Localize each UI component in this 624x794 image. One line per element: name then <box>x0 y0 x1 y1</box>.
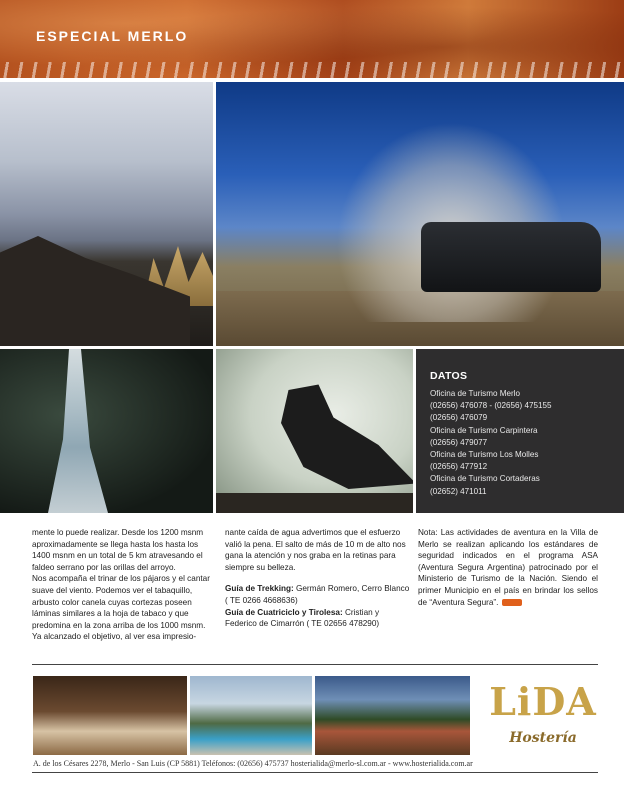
divider-bottom <box>32 772 598 773</box>
article-column-1 <box>32 527 215 643</box>
ad-photo-room <box>33 676 187 755</box>
guide-quad-label: Guía de Cuatriciclo y Tirolesa: <box>225 607 343 617</box>
paragraph: Nos acompaña el trinar de los pájaros y el cantar suave del viento. Podemos ver el tabaquillo, arbusto color canela cuyas cortezas poseen láminas similares a la hoja de tabaco y que predomina en la zona arriba de los 1000 msnm. <box>32 574 210 630</box>
datos-line: (02656) 476079 <box>430 413 488 423</box>
datos-title: DATOS <box>430 370 468 382</box>
photo-cliff <box>0 82 213 346</box>
end-mark-icon <box>502 599 522 606</box>
datos-line: Oficina de Turismo Cortaderas <box>430 474 540 484</box>
photo-offroad-truck <box>216 82 624 346</box>
logo-subtitle: Hostería <box>509 730 577 746</box>
guide-trekking-value: Germán Romero, Cerro Blanco ( TE 0266 4668636) <box>225 584 410 605</box>
article-column-2 <box>225 527 410 630</box>
ad-address: A. de los Césares 2278, Merlo - San Luis (CP 5881) Teléfonos: (02656) 475737 hosterialida@merlo-sl.com.ar - www.hosterialida.com.ar <box>33 759 473 768</box>
waterfall-shape <box>48 349 108 513</box>
perch-shape <box>216 493 413 513</box>
guide-quad <box>225 607 410 630</box>
guide-trekking-label: Guía de Trekking: <box>225 584 294 594</box>
section-title: ESPECIAL MERLO <box>36 28 189 44</box>
hotel-logo <box>484 680 602 760</box>
paragraph: Ya alcanzado el objetivo, al ver esa impresio- <box>32 632 197 642</box>
ad-photo-pool <box>190 676 312 755</box>
datos-line: Oficina de Turismo Carpintera <box>430 425 538 435</box>
datos-line: (02652) 471011 <box>430 486 487 496</box>
guide-trekking <box>225 583 410 606</box>
ad-photo-building <box>315 676 470 755</box>
rock-shape <box>0 236 190 346</box>
guide-quad-value: Cristian y Federico de Cimarrón ( TE 02656 478290) <box>225 607 380 629</box>
photo-waterfall <box>0 349 213 513</box>
divider-top <box>32 664 598 665</box>
paragraph: nante caída de agua advertimos que el esfuerzo valió la pena. El salto de más de 10 m de alto nos gana la atención y nos graba en la retinas para siempre su belleza. <box>225 528 406 572</box>
photo-bird <box>216 349 413 513</box>
note-paragraph <box>418 527 598 608</box>
bird-shape <box>266 379 413 489</box>
header-banner <box>0 0 624 78</box>
truck-shape <box>421 222 601 292</box>
datos-line: Oficina de Turismo Merlo <box>430 389 520 398</box>
note-text: Nota: Las actividades de aventura en la Villa de Merlo se realizan aplicando los estándares de seguridad indicados en el programa ASA (Aventura Segura Argentina) patrocinado por el Ministerio de Turismo de la Nación. Siendo el primer Municipio en el país en brindar los sellos de “Aventura Segura”. <box>418 528 598 607</box>
datos-line: Oficina de Turismo Los Molles <box>430 450 539 460</box>
datos-line: (02656) 477912 <box>430 462 488 472</box>
logo-name: LiDA <box>489 679 597 724</box>
datos-line: (02656) 476078 - (02656) 475155 <box>430 401 552 411</box>
article-column-3 <box>418 527 598 608</box>
paragraph: mente lo puede realizar. Desde los 1200 msnm aproximadamente se llega hasta los hasta los 1400 msnm en un total de 5 km atravesando el faldeo serrano por las orillas del arroyo. <box>32 528 204 572</box>
datos-panel <box>416 349 624 513</box>
datos-line: (02656) 479077 <box>430 437 488 447</box>
